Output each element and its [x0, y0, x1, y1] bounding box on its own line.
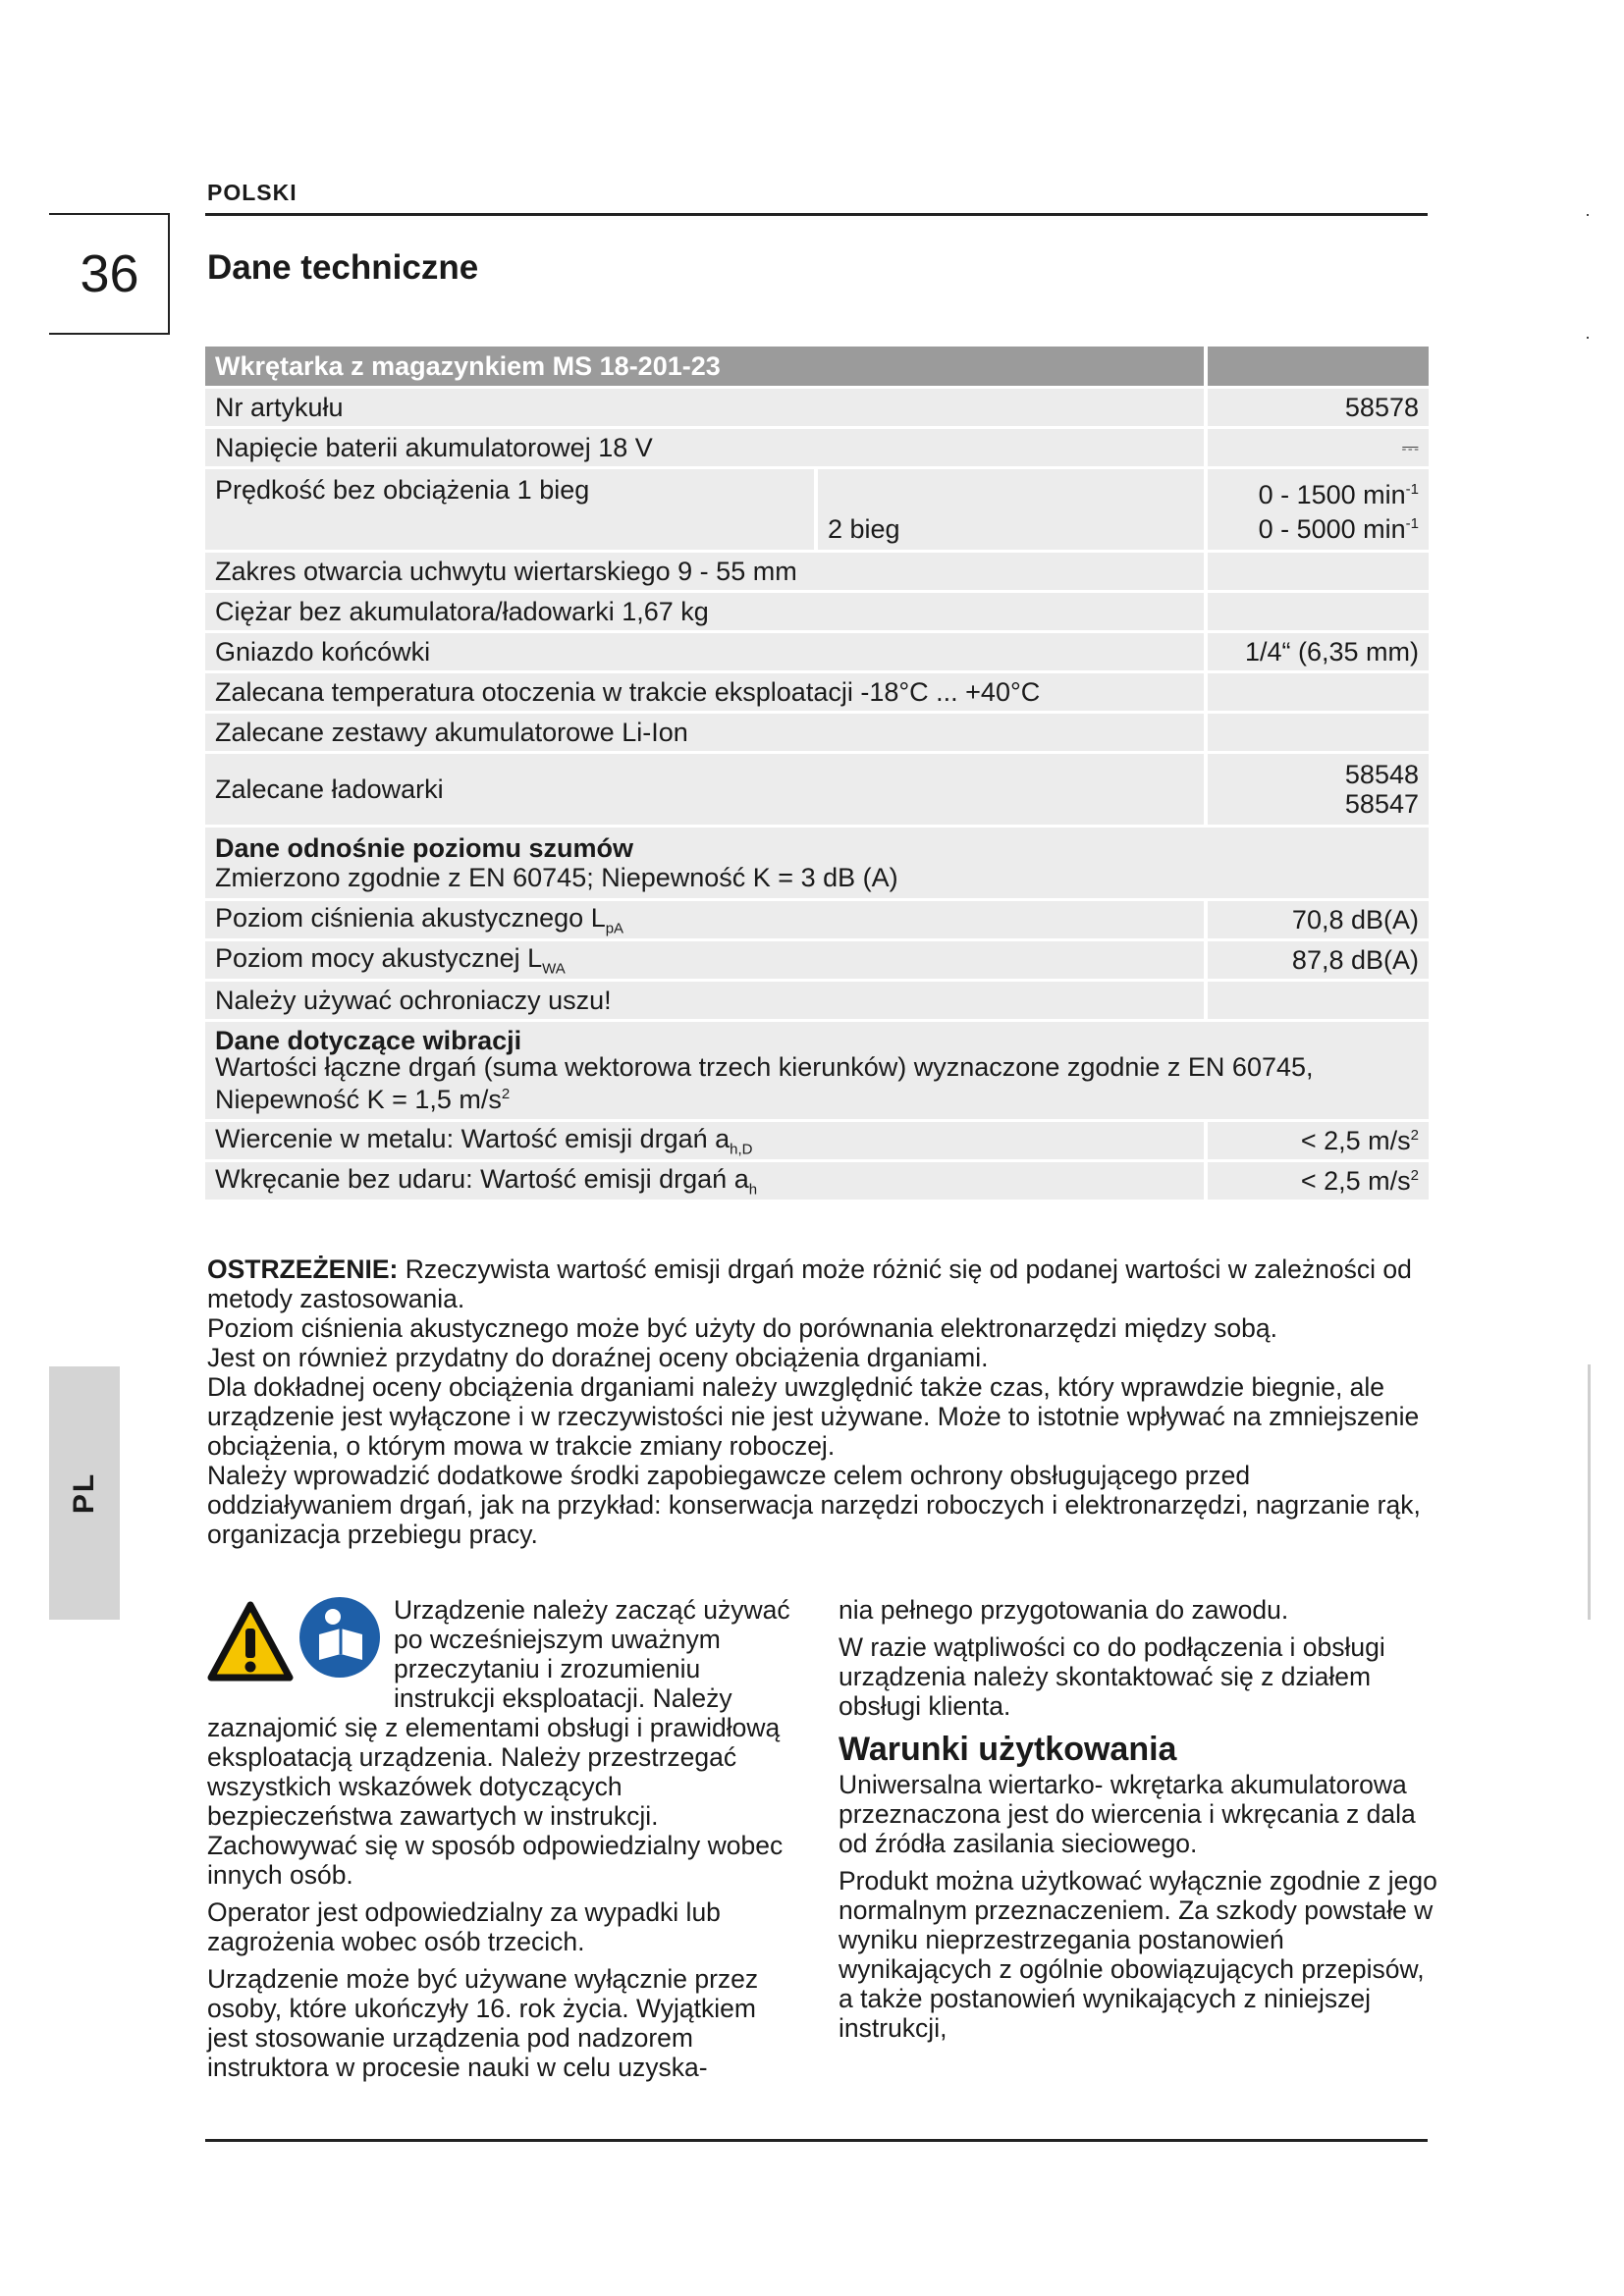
vibration-title: Dane dotyczące wibracji: [215, 1026, 522, 1055]
noise-title: Dane odnośnie poziomu szumów: [215, 833, 634, 863]
chuck-label: Zakres otwarcia uchwytu wiertarskiego 9 - 55 mm: [205, 553, 1208, 590]
spec-table: [205, 344, 1429, 1202]
table-row: [205, 714, 1429, 751]
table-row: [205, 469, 1429, 550]
left-column: [207, 1595, 796, 2090]
screw-value: < 2,5 $m/s^2$: [1208, 1162, 1429, 1200]
dc-symbol-icon: ⎓: [1208, 429, 1429, 466]
table-row: [205, 673, 1429, 711]
right-paragraph-2: W razie wątpliwości co do podłączenia i obsługi urządzenia należy skontaktować się z działem obsługi klienta.: [839, 1632, 1385, 1721]
speed-values: 0 - 1500 $\min^{-1}$ 0 - 5000 $\min^{-1}$: [1208, 469, 1429, 550]
speed-gear2-label: 2 bieg: [818, 469, 1208, 550]
lpa-value: 70,8 dB(A): [1208, 901, 1429, 938]
table-header-row: [205, 347, 1429, 386]
section-heading: Warunki użytkowania: [839, 1731, 1177, 1768]
vibration-subtitle-1: Wartości łączne drgań (suma wektorowa trzech kierunków) wyznaczone zgodnie z EN 60745,: [215, 1052, 1314, 1082]
read-manual-icon: [298, 1595, 382, 1680]
speed-label: Prędkość bez obciążenia 1 bieg: [205, 469, 818, 550]
left-paragraph-3: Urządzenie może być używane wyłącznie przez osoby, które ukończyły 16. rok życia. Wyjątkiem jest stosowanie urządzenia pod nadzorem instruktora w procesie nauki w celu uzyska-: [207, 1964, 759, 2082]
drill-label: Wiercenie w metalu: Wartość emisji drgań $a_{h,D}$: [205, 1122, 1208, 1159]
vibration-section: [205, 1022, 1429, 1119]
charger-value-2: 58547: [1344, 789, 1419, 819]
right-paragraph-1: nia pełnego przygotowania do zawodu.: [839, 1595, 1289, 1625]
left-paragraph-2: Operator jest odpowiedzialny za wypadki lub zagrożenia wobec osób trzecich.: [207, 1897, 721, 1956]
table-row: [205, 633, 1429, 670]
header-rule: [205, 213, 1428, 216]
margin-bar: [1588, 1364, 1591, 1620]
temp-label: Zalecana temperatura otoczenia w trakcie eksploatacji -18°C ... +40°C: [205, 673, 1208, 711]
lwa-value: 87,8 dB(A): [1208, 941, 1429, 979]
ear-protection-label: Należy używać ochroniaczy uszu!: [205, 982, 1208, 1019]
charger-label: Zalecane ładowarki: [205, 754, 1208, 825]
crop-mark: [1587, 214, 1589, 216]
table-row: [205, 1122, 1429, 1159]
charger-values: [1208, 754, 1429, 825]
table-header-blank: [1208, 347, 1429, 386]
left-paragraph-1: Urządzenie należy zacząć używać po wcześniejszym uważnym przeczytaniu i zrozumieniu instrukcji eksploatacji. Należy zaznajomić się z elementami obsługi i prawidłową eksploatacją urządzenia. Należy przestrzegać wszystkich wskazówek dotyczących bezpieczeństwa zawartych w instrukcji. Zachowywać się w sposób odpowiedzialny wobec innych osób.: [207, 1595, 790, 1890]
table-row: [205, 593, 1429, 630]
speed-value-2: 0 - 5000 min: [1258, 514, 1406, 544]
safety-icons: [207, 1595, 384, 1685]
page-number: 36: [80, 244, 139, 303]
language-side-tab: [49, 1366, 120, 1620]
battery-label: Zalecane zestawy akumulatorowe Li-Ion: [205, 714, 1208, 751]
warning-line-4: Dla dokładnej oceny obciążenia drganiami należy uwzględnić także czas, który wprawdzie biegnie, ale urządzenie jest wyłączone i w rzeczywistości nie jest używane. Może to istotnie wpływać na zmniejszenie obciążenia, o którym mowa w trakcie zmiany roboczej.: [207, 1372, 1420, 1461]
article-value: 58578: [1208, 389, 1429, 426]
table-row: [205, 901, 1429, 938]
warning-line-2: Poziom ciśnienia akustycznego może być użyty do porównania elektronarzędzi między sobą.: [207, 1313, 1277, 1343]
warning-triangle-icon: [207, 1601, 294, 1682]
table-row: [205, 982, 1429, 1019]
right-paragraph-4: Produkt można użytkować wyłącznie zgodnie z jego normalnym przeznaczeniem. Za szkody powstałe w wyniku nieprzestrzegania postanowień wynikających z ogólnie obowiązujących przepisów, a także postanowień wynikających z niniejszej instrukcji,: [839, 1866, 1437, 2043]
right-paragraph-3: Uniwersalna wiertarko- wkrętarka akumulatorowa przeznaczona jest do wiercenia i wkręcania z dala od źródła zasilania sieciowego.: [839, 1770, 1416, 1858]
table-row: [205, 941, 1429, 979]
table-row: [205, 1162, 1429, 1200]
vibration-subtitle-2: Niepewność K = 1,5 $m/s^2$: [215, 1085, 511, 1114]
table-row: [205, 389, 1429, 426]
charger-value-1: 58548: [1344, 760, 1419, 789]
warning-label: OSTRZEŻENIE:: [207, 1255, 399, 1284]
article-label: Nr artykułu: [205, 389, 1208, 426]
table-row: [205, 828, 1429, 898]
warning-block: [207, 1255, 1435, 1549]
socket-label: Gniazdo końcówki: [205, 633, 1208, 670]
language-label: POLSKI: [207, 180, 298, 205]
table-row: [205, 1022, 1429, 1119]
table-row: [205, 553, 1429, 590]
voltage-label: Napięcie baterii akumulatorowej 18 V: [205, 429, 1208, 466]
right-column: [839, 1595, 1437, 2051]
warning-line-5: Należy wprowadzić dodatkowe środki zapobiegawcze celem ochrony obsługującego przed oddziaływaniem drgań, jak na przykład: konserwacja narzędzi roboczych i elektronarzędzi, nagrzanie rąk, organizacja przebiegu pracy.: [207, 1461, 1421, 1549]
crop-mark: [1587, 337, 1589, 339]
weight-label: Ciężar bez akumulatora/ładowarki 1,67 kg: [205, 593, 1208, 630]
noise-subtitle: Zmierzono zgodnie z EN 60745; Niepewność K = 3 dB (A): [215, 863, 898, 892]
drill-value: < 2,5 $m/s^2$: [1208, 1122, 1429, 1159]
noise-section: [205, 828, 1429, 898]
warning-line-3: Jest on również przydatny do doraźnej oceny obciążenia drganiami.: [207, 1343, 989, 1372]
table-row: [205, 429, 1429, 466]
side-tab-label: PL: [68, 1471, 100, 1515]
lpa-label: Poziom ciśnienia akustycznego $L_{pA}$: [205, 901, 1208, 938]
speed-value-1: 0 - 1500 min: [1258, 480, 1406, 509]
footer-rule: [205, 2139, 1428, 2142]
table-row: [205, 754, 1429, 825]
warning-line-1: Rzeczywista wartość emisji drgań może różnić się od podanej wartości w zależności od metody zastosowania.: [207, 1255, 1412, 1313]
socket-value: 1/4“ (6,35 mm): [1208, 633, 1429, 670]
screw-label: Wkręcanie bez udaru: Wartość emisji drgań $a_h$: [205, 1162, 1208, 1200]
page-title: Dane techniczne: [207, 248, 479, 287]
lwa-label: Poziom mocy akustycznej $L_{WA}$: [205, 941, 1208, 979]
table-header-label: Wkrętarka z magazynkiem MS 18-201-23: [205, 347, 1208, 386]
